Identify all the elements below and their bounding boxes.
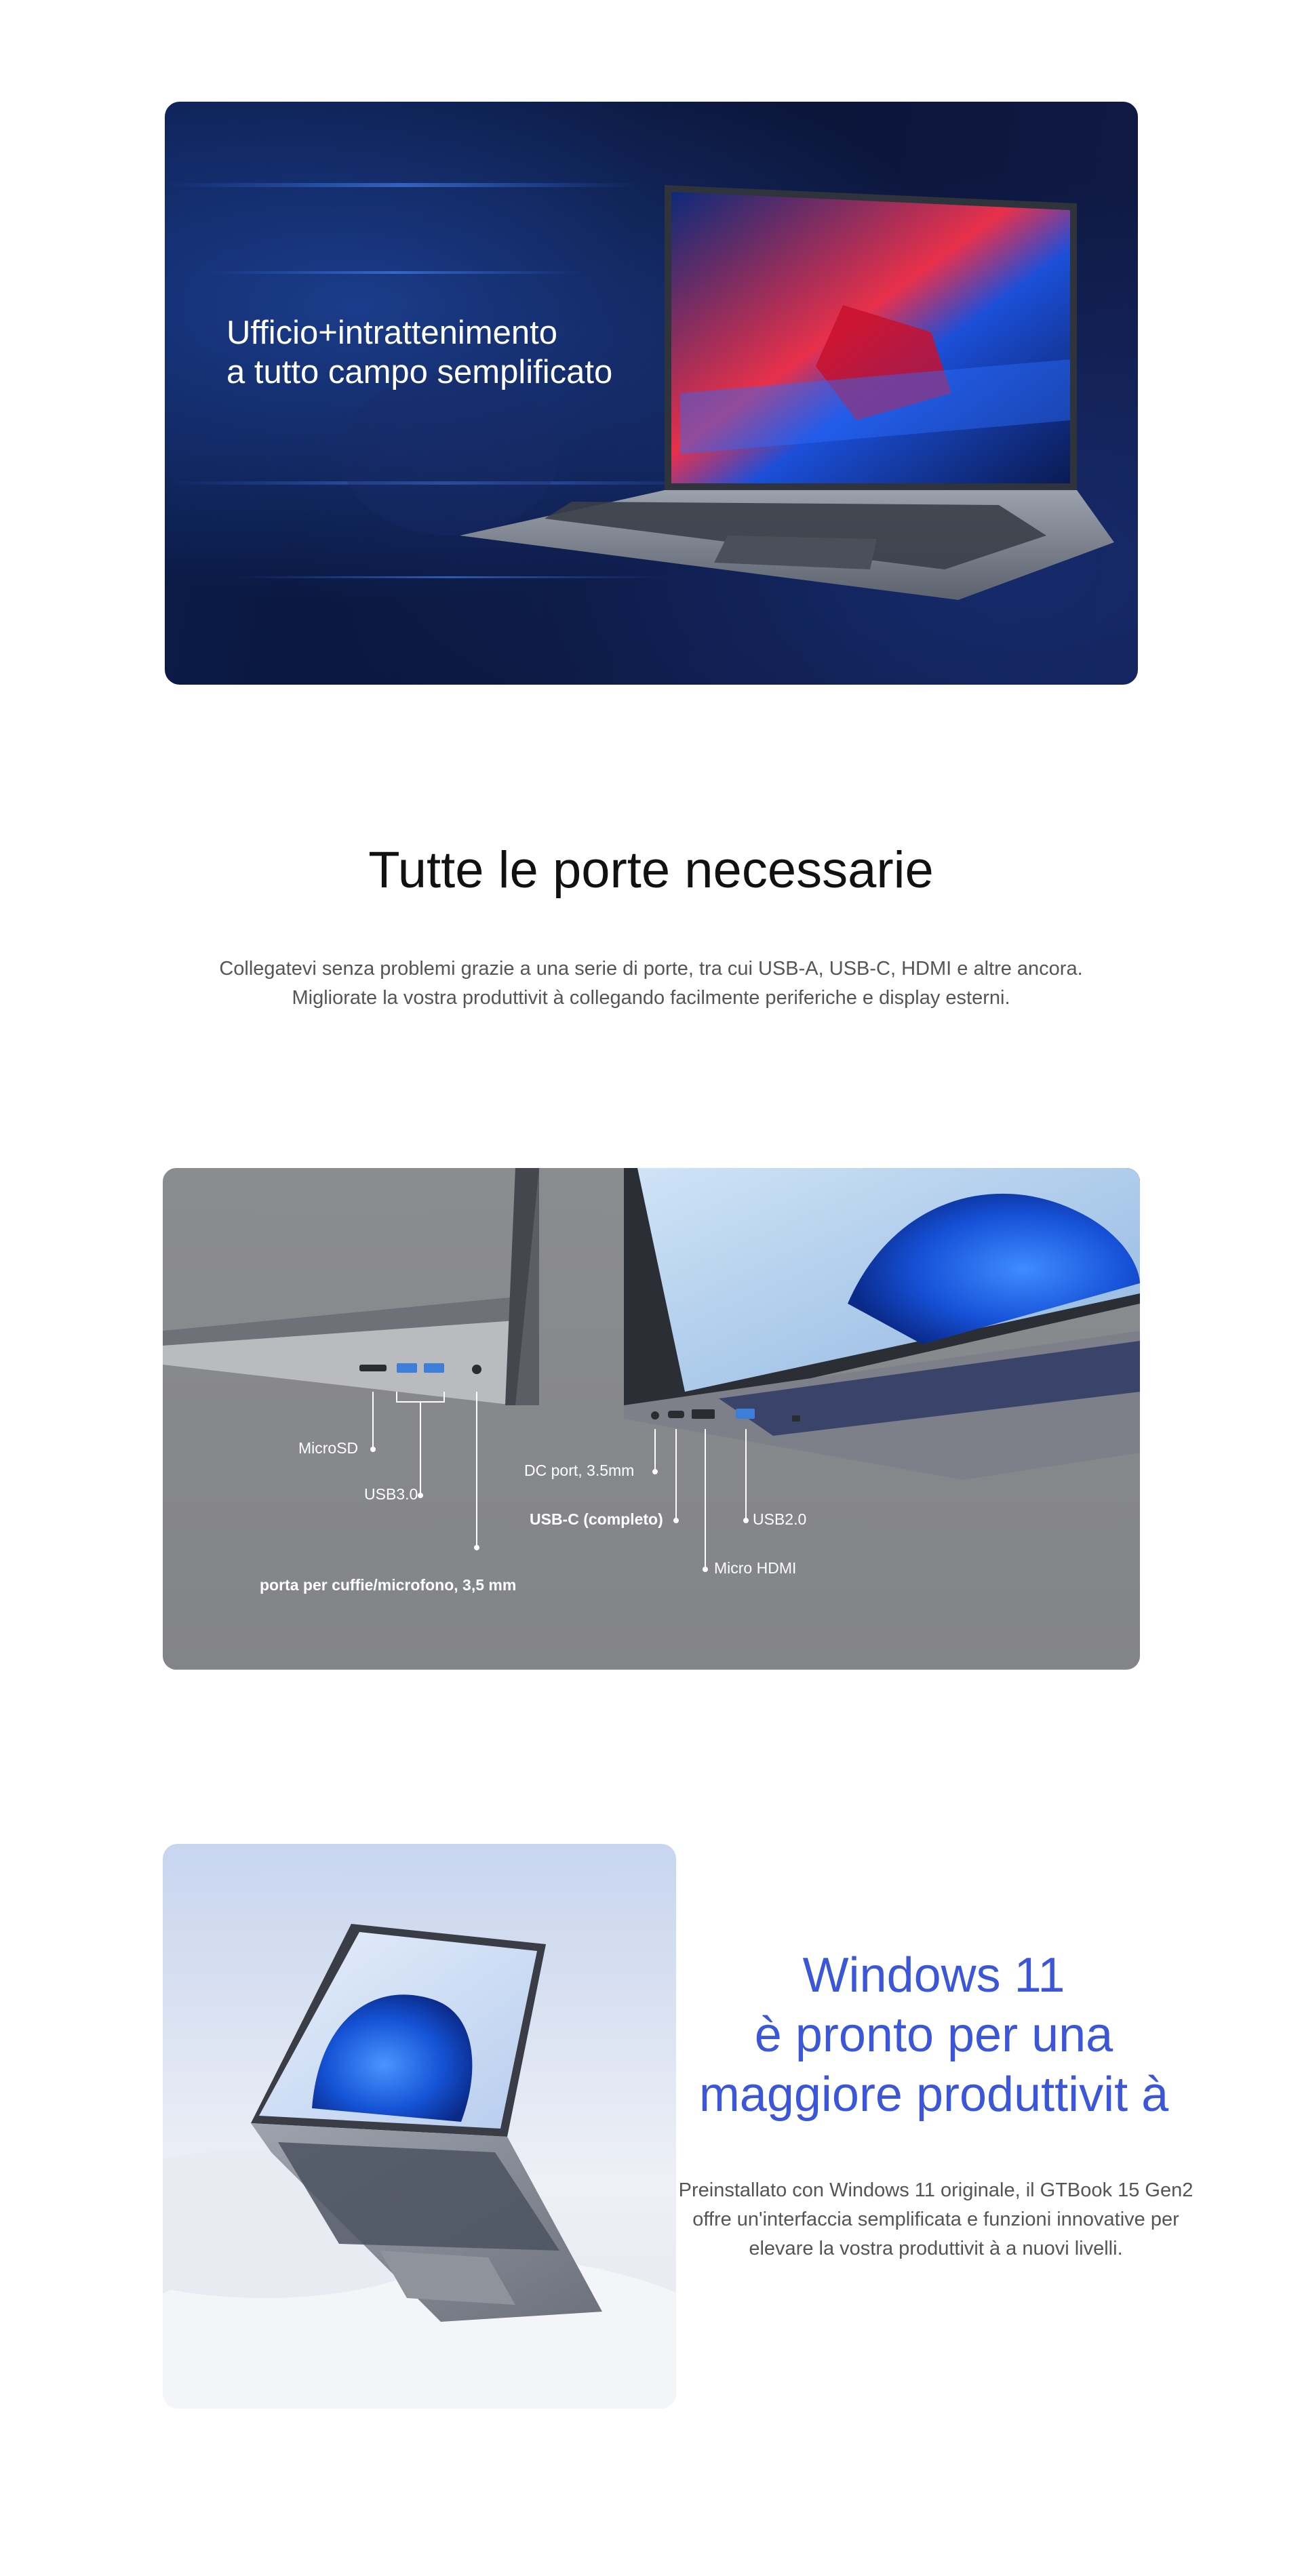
hero-banner [165, 102, 1138, 685]
label-usb3: USB3.0 [364, 1485, 418, 1503]
label-micro-hdmi: Micro HDMI [714, 1559, 797, 1577]
laptop-ports-illustration [163, 1168, 1140, 1670]
label-audio-jack: porta per cuffie/microfono, 3,5 mm [260, 1576, 517, 1594]
ports-diagram [163, 1168, 1140, 1670]
label-usb2: USB2.0 [753, 1510, 807, 1528]
windows-section-description: Preinstallato con Windows 11 originale, il GTBook 15 Gen2 offre un'interfaccia semplificata e funzioni innovative per elevare la vostra produttivit à a nuovi livelli. [678, 2179, 1194, 2259]
windows-laptop-image [163, 1844, 676, 2409]
windows-section-title: Windows 11 è pronto per una maggiore produttivit à [698, 1948, 1169, 2122]
ports-section-description: Collegatevi senza problemi grazie a una serie di porte, tra cui USB-A, USB-C, HDMI e altre ancora. Migliorate la vostra produttivit à collegando facilmente periferiche e display esterni. [219, 958, 1083, 1009]
laptop-windows-illustration [163, 1844, 676, 2409]
ports-section-title: Tutte le porte necessarie [368, 841, 934, 899]
hero-background-art [165, 102, 1138, 685]
hero-title: Ufficio+intrattenimento a tutto campo semplificato [226, 315, 613, 390]
label-usb-c: USB-C (completo) [530, 1510, 663, 1528]
label-microsd: MicroSD [298, 1439, 359, 1457]
label-dc-port: DC port, 3.5mm [524, 1462, 635, 1479]
